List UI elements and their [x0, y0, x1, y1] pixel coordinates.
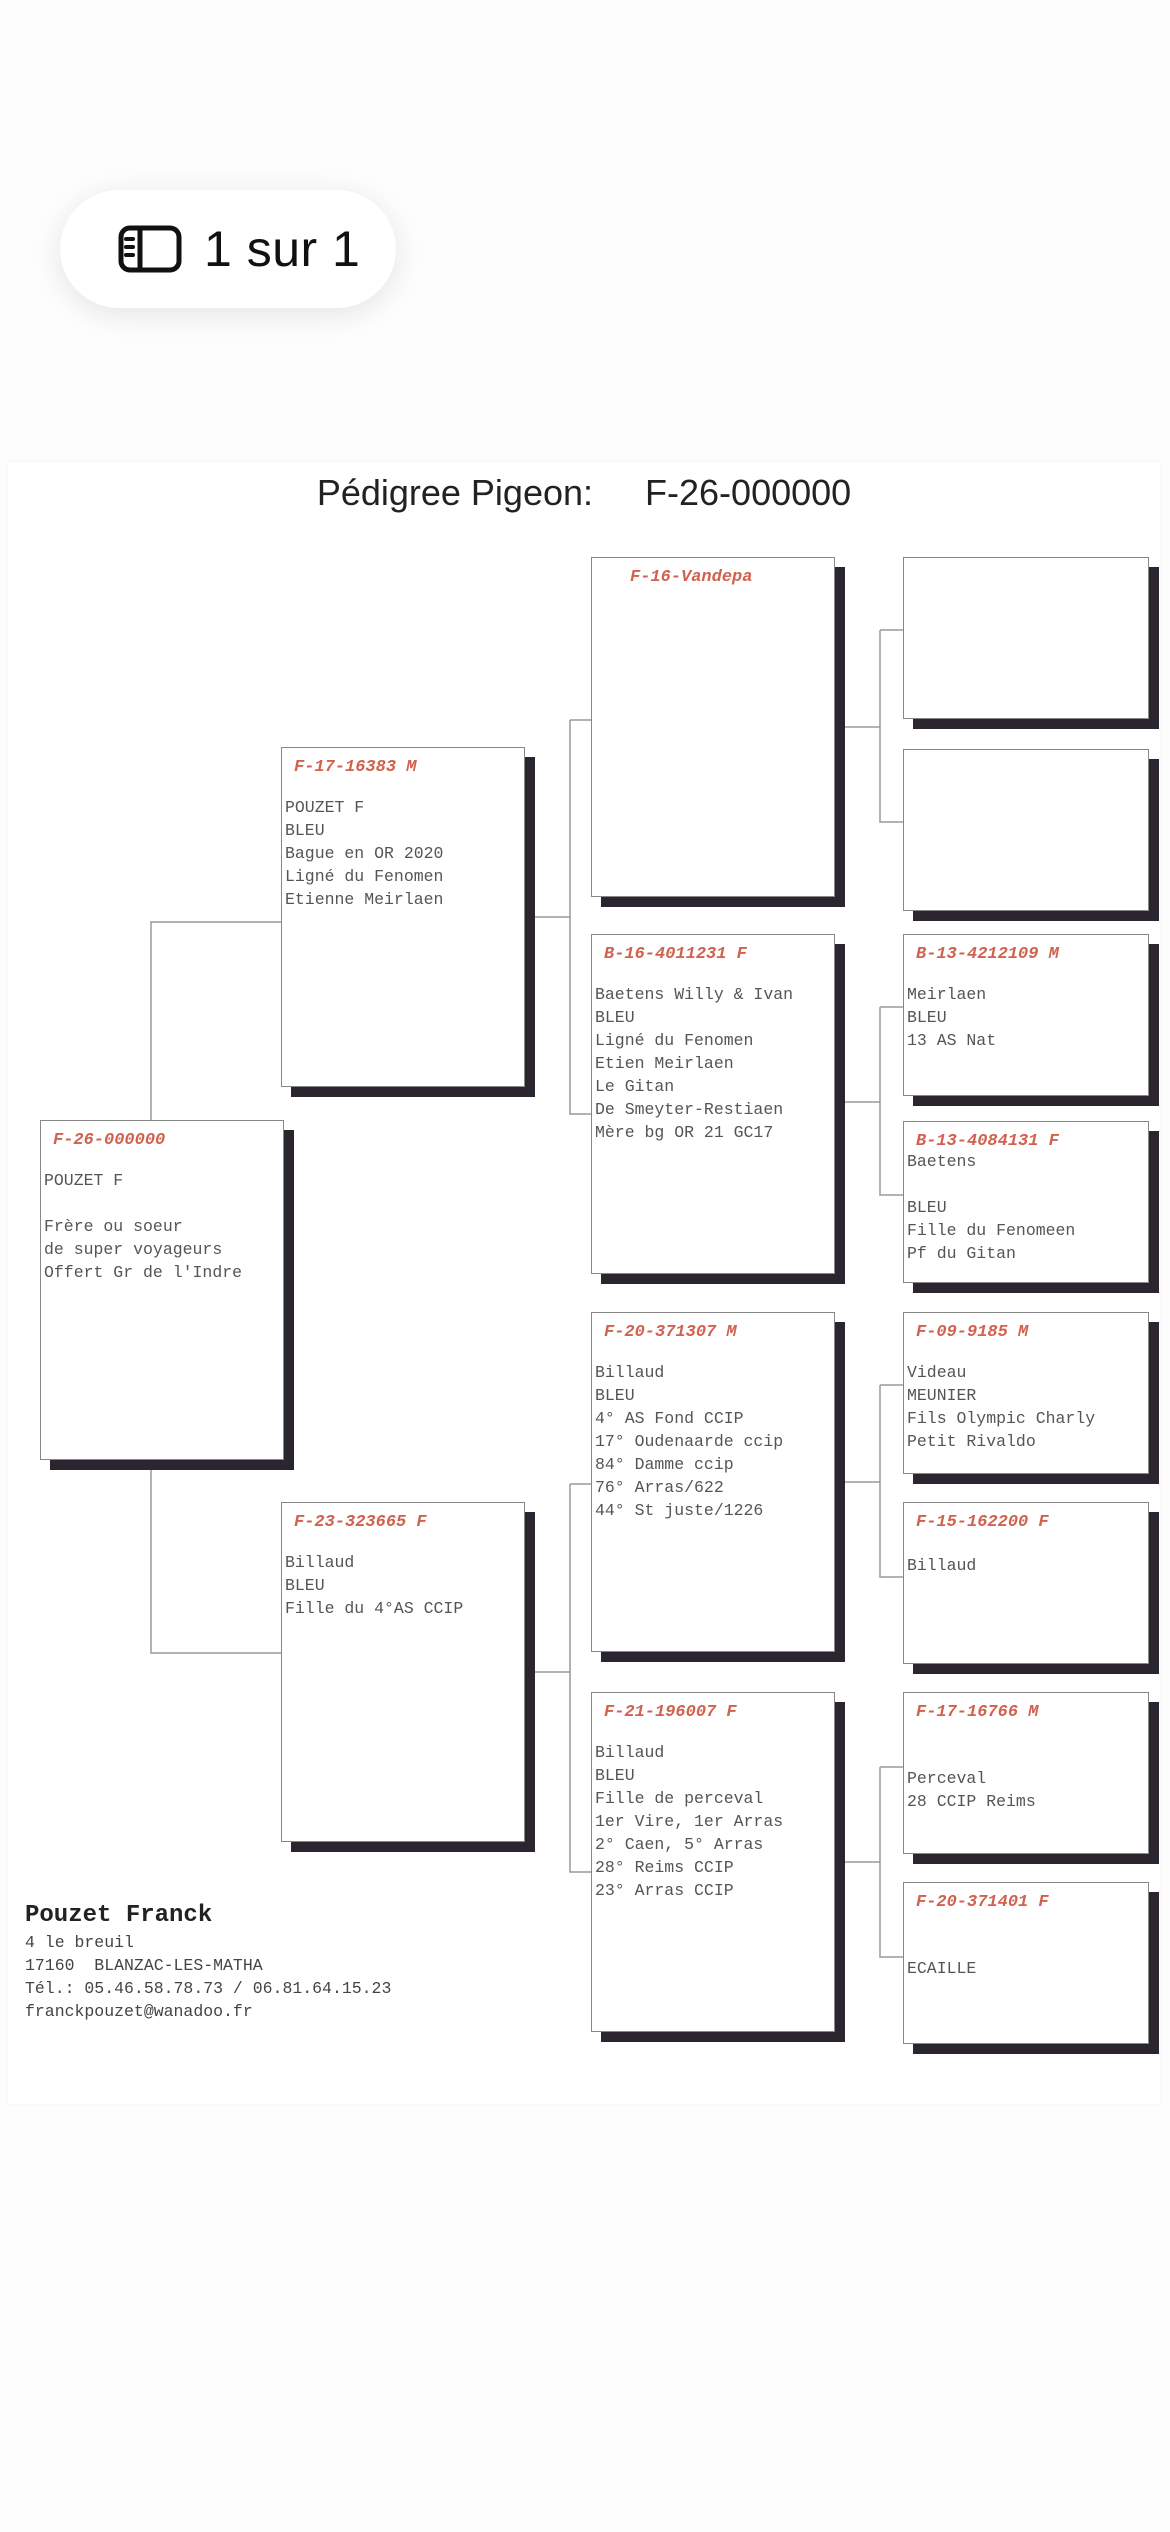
pedigree-great-grandparent-card — [903, 557, 1149, 719]
pedigree-subject-card — [40, 1120, 284, 1460]
ring-number: F-26-000000 — [53, 1131, 166, 1150]
card-details: Baetens BLEU Fille du Fenomeen Pf du Gitan — [907, 1152, 1076, 1263]
breeder-phone: Tél.: 05.46.58.78.73 / 06.81.64.15.23 — [25, 1979, 392, 1998]
card-details: Billaud BLEU 4° AS Fond CCIP 17° Oudenaarde ccip 84° Damme ccip 76° Arras/622 44° St juste/1226 — [595, 1363, 784, 1520]
pedigree-dam-card — [281, 1502, 525, 1842]
card-details: Billaud BLEU Fille de perceval 1er Vire, 1er Arras 2° Caen, 5° Arras 28° Reims CCIP 23° Arras CCIP — [595, 1743, 784, 1900]
ring-number: B-13-4084131 F — [916, 1132, 1059, 1151]
pedigree-sire-card — [281, 747, 525, 1087]
card-details: Baetens Willy & Ivan BLEU Ligné du Fenomen Etien Meirlaen Le Gitan De Smeyter-Restiaen Mère bg OR 21 GC17 — [595, 985, 794, 1142]
pedigree-great-grandparent-card — [903, 749, 1149, 911]
pedigree-great-grandparent-card — [903, 1692, 1149, 1854]
ring-number: F-17-16766 M — [916, 1703, 1039, 1722]
breeder-contact — [25, 1902, 391, 2023]
card-details: POUZET F BLEU Bague en OR 2020 Ligné du Fenomen Etienne Meirlaen — [285, 798, 444, 909]
card-details: ECAILLE — [907, 1959, 977, 1978]
card-details: Perceval 28 CCIP Reims — [907, 1769, 1036, 1811]
breeder-email: franckpouzet@wanadoo.fr — [25, 2002, 253, 2021]
ring-number: F-20-371307 M — [604, 1323, 737, 1342]
title-ring-number: F-26-000000 — [645, 472, 852, 513]
title-label: Pédigree Pigeon: — [316, 472, 594, 513]
pedigree-great-grandparent-card — [903, 1312, 1149, 1474]
card-details: POUZET F Frère ou soeur de super voyageurs Offert Gr de l'Indre — [44, 1171, 243, 1282]
pedigree-great-grandparent-card — [903, 934, 1149, 1096]
breeder-name: Pouzet Franck — [25, 1902, 213, 1929]
card-details: Videau MEUNIER Fils Olympic Charly Petit Rivaldo — [907, 1363, 1096, 1451]
pedigree-great-grandparent-card — [903, 1121, 1149, 1283]
pedigree-document — [8, 462, 1160, 2104]
ring-number: F-09-9185 M — [916, 1323, 1029, 1342]
page-indicator-label: 1 sur 1 — [204, 221, 361, 277]
pedigree-grandparent-card — [591, 1312, 835, 1652]
card-details: Meirlaen BLEU 13 AS Nat — [907, 985, 997, 1050]
ring-number: F-15-162200 F — [916, 1513, 1049, 1532]
ring-number: F-17-16383 M — [294, 758, 417, 777]
card-details: Billaud — [907, 1556, 977, 1575]
ring-number: F-23-323665 F — [294, 1513, 427, 1532]
pedigree-grandparent-card — [591, 1692, 835, 2032]
ring-number: B-16-4011231 F — [604, 945, 747, 964]
document-sidebar-icon — [118, 225, 182, 273]
breeder-city: 17160 BLANZAC-LES-MATHA — [25, 1956, 263, 1975]
card-details: Billaud BLEU Fille du 4°AS CCIP — [285, 1553, 464, 1618]
pedigree-great-grandparent-card — [903, 1882, 1149, 2044]
pedigree-grandparent-card — [591, 934, 835, 1274]
ring-number: B-13-4212109 M — [916, 945, 1059, 964]
page-indicator-button[interactable] — [60, 190, 396, 308]
ring-number: F-20-371401 F — [916, 1893, 1049, 1912]
pedigree-grandparent-card — [591, 557, 835, 897]
pedigree-great-grandparent-card — [903, 1502, 1149, 1664]
breeder-address: 4 le breuil — [25, 1933, 134, 1952]
ring-number: F-16-Vandepa — [630, 568, 753, 587]
ring-number: F-21-196007 F — [604, 1703, 737, 1722]
